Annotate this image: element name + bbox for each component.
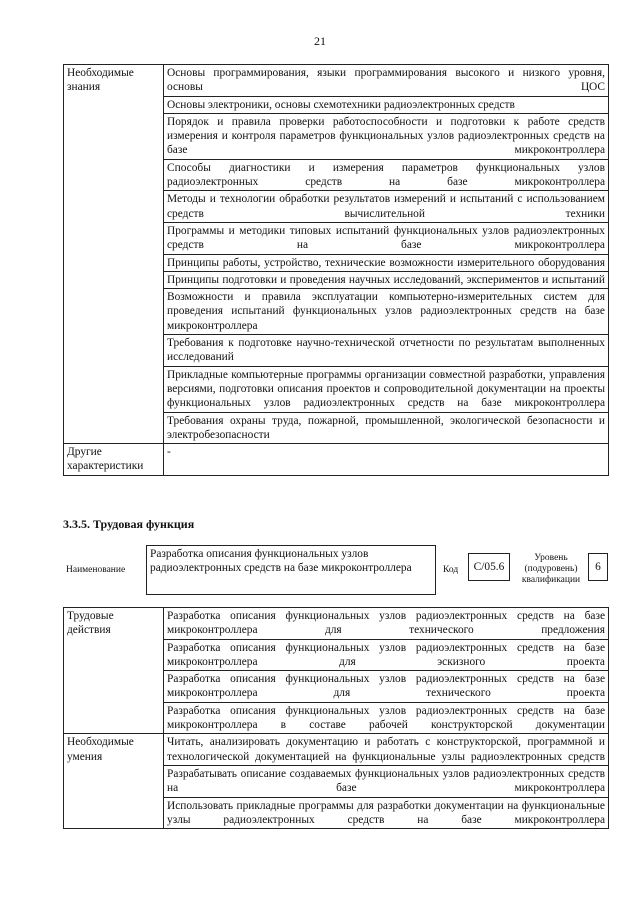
action-item: Разработка описания функциональных узлов радиоэлектронных средств на базе микроконтроллера для технического предложения (164, 608, 609, 640)
qualification-level: 6 (588, 553, 608, 581)
skills-label: Необходимые умения (64, 734, 164, 829)
knowledge-item: Принципы подготовки и проведения научных исследований, экспериментов и испытаний (164, 271, 609, 288)
actions-label: Трудовые действия (64, 608, 164, 734)
knowledge-item: Возможности и правила эксплуатации компьютерно-измерительных систем для проведения испытаний функциональных узлов радиоэлектронных средств на базе микроконтроллера (164, 289, 609, 335)
section-heading: 3.3.5. Трудовая функция (63, 517, 195, 531)
table-row (64, 444, 609, 476)
action-item: Разработка описания функциональных узлов радиоэлектронных средств на базе микроконтроллера для технического проекта (164, 671, 609, 703)
knowledge-item: Требования охраны труда, пожарной, промышленной, экологической безопасности и электробезопасности (164, 412, 609, 444)
name-label: Наименование (66, 565, 126, 575)
skill-item: Читать, анализировать документацию и работать с конструкторской, программной и технологической документацией на функциональные узлы радиоэлектронных средств (164, 734, 609, 766)
action-item: Разработка описания функциональных узлов радиоэлектронных средств на базе микроконтроллера в составе рабочей конструкторской документации (164, 702, 609, 734)
other-characteristics-label: Другие характеристики (64, 444, 164, 476)
knowledge-label: Необходимые знания (64, 65, 164, 444)
function-name: Разработка описания функциональных узлов радиоэлектронных средств на базе микроконтроллера (146, 545, 436, 595)
knowledge-item: Порядок и правила проверки работоспособности и подготовки к работе средств измерения и контроля параметров функциональных узлов радиоэлектронных средств на базе микроконтроллера (164, 113, 609, 159)
code-label: Код (443, 565, 459, 575)
page-number: 21 (314, 34, 326, 48)
knowledge-item: Основы электроники, основы схемотехники радиоэлектронных средств (164, 96, 609, 113)
knowledge-item: Программы и методики типовых испытаний функциональных узлов радиоэлектронных средств на базе микроконтроллера (164, 222, 609, 254)
skill-item: Использовать прикладные программы для разработки документации на функциональные узлы радиоэлектронных средств на базе микроконтроллера (164, 797, 609, 829)
skill-item: Разрабатывать описание создаваемых функциональных узлов радиоэлектронных средств на базе микроконтроллера (164, 765, 609, 797)
knowledge-item: Основы программирования, языки программирования высокого и низкого уровня, основы ЦОС (164, 65, 609, 97)
table-row (64, 734, 609, 766)
function-code: C/05.6 (468, 553, 510, 581)
knowledge-item: Требования к подготовке научно-технической отчетности по результатам выполненных исследований (164, 335, 609, 367)
knowledge-item: Прикладные компьютерные программы организации совместной разработки, управления версиями, подготовки описания проектов и сопроводительной документации на проекты функциональных узлов радиоэлектронных средств на базе микроконтроллера (164, 366, 609, 412)
knowledge-item: Способы диагностики и измерения параметров функциональных узлов радиоэлектронных средств на базе микроконтроллера (164, 159, 609, 191)
actions-table (63, 607, 609, 829)
labor-function-header (63, 545, 609, 595)
other-characteristics-value: - (164, 444, 609, 476)
action-item: Разработка описания функциональных узлов радиоэлектронных средств на базе микроконтроллера для эскизного проекта (164, 639, 609, 671)
table-row (64, 608, 609, 640)
knowledge-table (63, 64, 609, 476)
knowledge-item: Принципы работы, устройство, технические возможности измерительного оборудования (164, 254, 609, 271)
table-row (64, 65, 609, 97)
level-label: Уровень (подуровень) квалификации (521, 553, 581, 585)
knowledge-item: Методы и технологии обработки результатов измерений и испытаний с использованием средств вычислительной техники (164, 191, 609, 223)
